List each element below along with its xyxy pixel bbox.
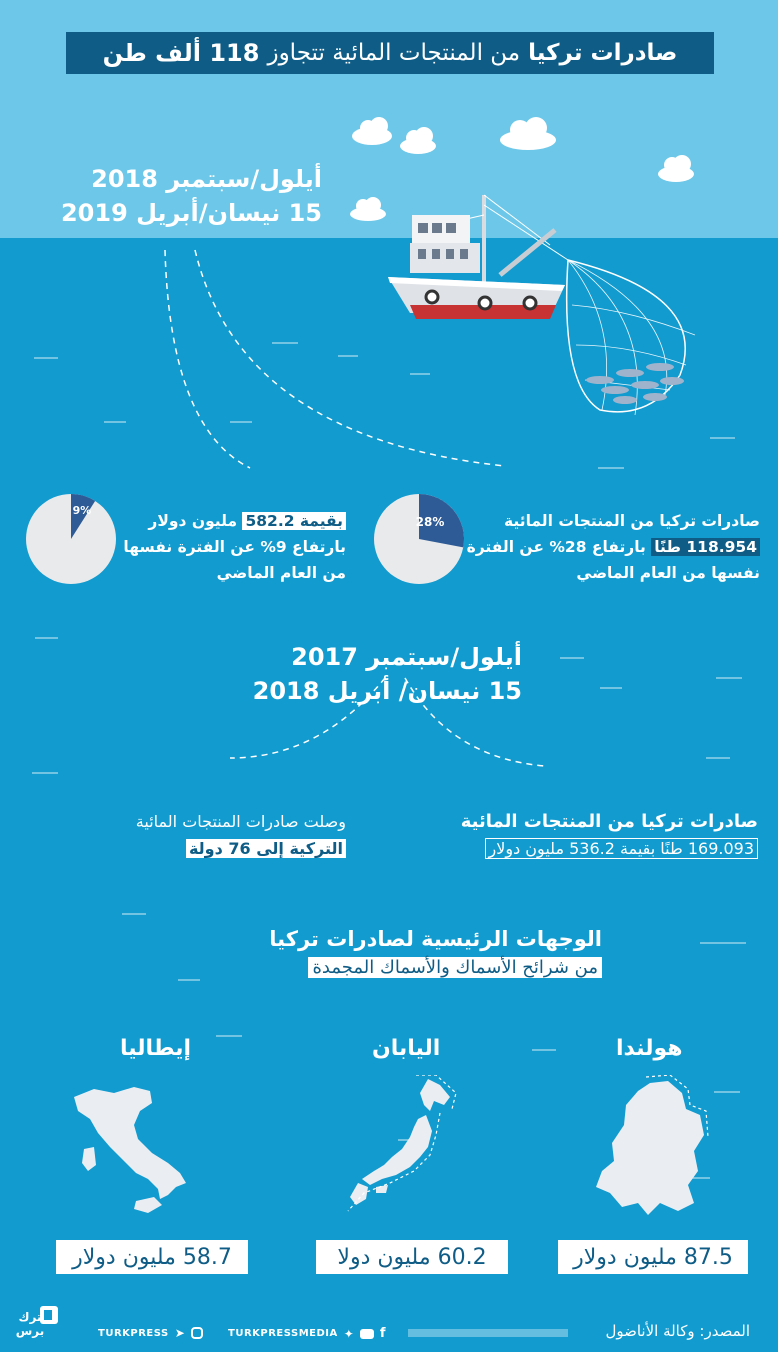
stat-value-line3: من العام الماضي (216, 564, 346, 582)
netherlands-map-icon (590, 1075, 710, 1225)
stat-previous-countries (136, 808, 346, 862)
country-label-netherlands: هولندا (616, 1036, 683, 1061)
pie-chart-volume (372, 492, 466, 586)
period-recent-line1: أيلول/سبتمبر 2018 (91, 165, 322, 193)
social-group-2 (228, 1326, 385, 1341)
italy-map-icon (64, 1075, 194, 1225)
destinations-heading (269, 924, 602, 982)
pie-chart-value (24, 492, 118, 586)
period-previous-line1: أيلول/سبتمبر 2017 (291, 643, 522, 671)
period-recent-line2: 15 نيسان/أبريل 2019 (60, 199, 322, 227)
brand-turkpressmedia[interactable]: TURKPRESSMEDIA (228, 1328, 338, 1339)
title-bold: صادرات تركيا (528, 40, 678, 66)
youtube-icon[interactable] (360, 1329, 374, 1339)
country-label-japan: اليابان (372, 1036, 441, 1061)
stat-value-recent (123, 508, 346, 586)
value-netherlands: 87.5 مليون دولار (558, 1240, 748, 1274)
period-recent (61, 162, 322, 230)
stat-value-line2: بارتفاع 9% عن الفترة نفسها (123, 538, 346, 556)
facebook-icon[interactable]: f (379, 1326, 386, 1341)
pie-volume-label: 28% (415, 515, 445, 529)
title-number: 118 ألف طن (102, 39, 260, 67)
source-credit: المصدر: وكالة الأناضول (605, 1322, 750, 1340)
twitter-icon[interactable]: ✦ (343, 1326, 354, 1341)
footer-divider (408, 1329, 568, 1337)
title-regular: من المنتجات المائية تتجاوز (267, 40, 521, 66)
stat-previous-volume (461, 808, 758, 862)
japan-map-icon (340, 1075, 470, 1225)
stat-countries-line2: التركية إلى 76 دولة (186, 839, 346, 858)
country-label-italy: إيطاليا (120, 1036, 191, 1061)
destinations-heading-line2: من شرائح الأسماك والأسماك المجمدة (308, 957, 602, 978)
turkpress-logo (4, 1302, 64, 1346)
stat-value-line1: مليون دولار (148, 512, 238, 530)
destinations-heading-line1: الوجهات الرئيسية لصادرات تركيا (269, 927, 602, 951)
logo-text: ترك برس (15, 1310, 45, 1338)
period-previous-line2: 15 نيسان/ أبريل 2018 (252, 677, 522, 705)
stat-value-highlight: بقيمة 582.2 (242, 512, 346, 530)
stat-volume-line3: نفسها من العام الماضي (576, 564, 760, 582)
value-japan: 60.2 مليون دولا (316, 1240, 508, 1274)
stat-volume-line2: بارتفاع 28% عن الفترة (466, 538, 646, 556)
period-previous (253, 640, 522, 708)
stat-previous-line2: 169.093 طنًا بقيمة 536.2 مليون دولار (485, 838, 758, 859)
value-italy: 58.7 مليون دولار (56, 1240, 248, 1274)
stat-previous-line1: صادرات تركيا من المنتجات المائية (460, 811, 758, 832)
stat-countries-line1: وصلت صادرات المنتجات المائية (135, 812, 346, 831)
telegram-icon[interactable]: ➤ (174, 1326, 185, 1340)
pie-value-label: 9% (72, 504, 92, 517)
stat-volume-line1: صادرات تركيا من المنتجات المائية (504, 512, 760, 530)
social-group-1 (98, 1326, 203, 1340)
stat-volume-recent (467, 508, 760, 586)
stat-volume-highlight: 118.954 طنًا (651, 538, 760, 556)
instagram-icon[interactable] (191, 1327, 203, 1339)
brand-turkpress[interactable]: TURKPRESS (98, 1327, 169, 1339)
